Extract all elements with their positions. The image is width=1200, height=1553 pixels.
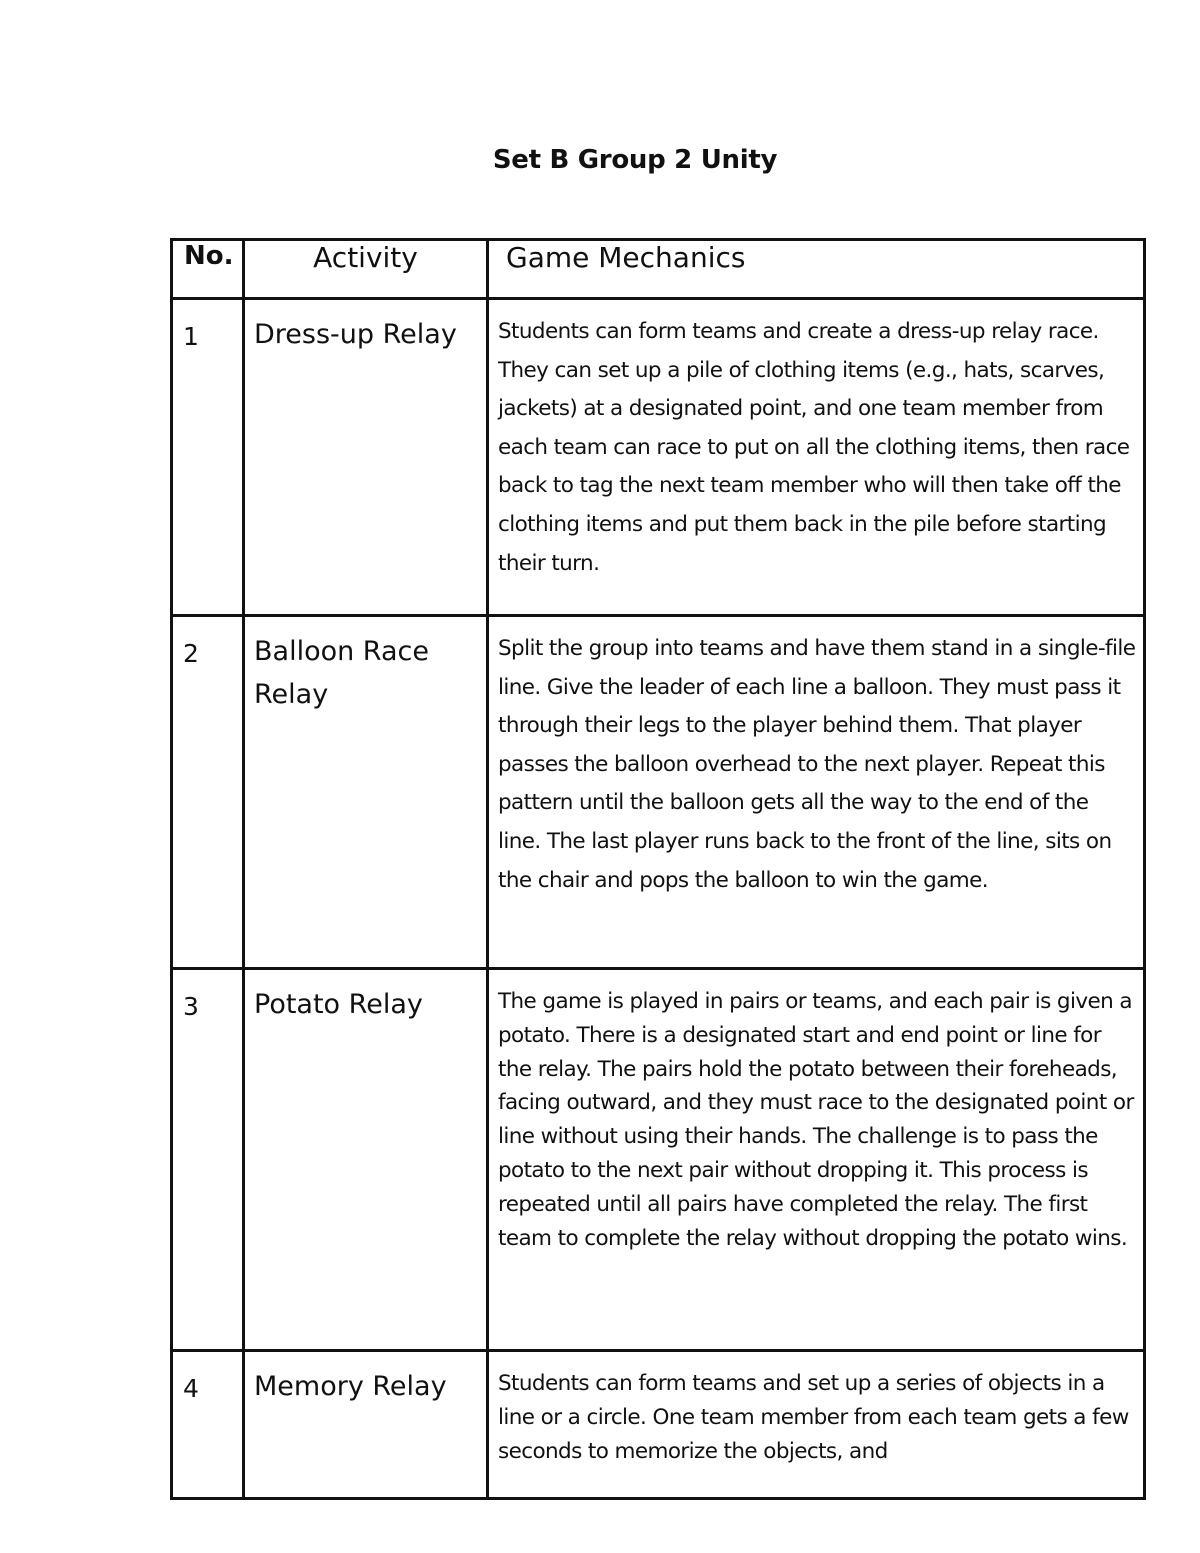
page-title: Set B Group 2 Unity [492, 145, 778, 175]
row-number: 1 [172, 299, 244, 616]
column-header-game-mechanics: Game Mechanics [488, 240, 1145, 299]
activity-name: Dress-up Relay [244, 299, 488, 616]
activity-name: Balloon Race Relay [244, 616, 488, 969]
game-mechanics-text: Students can form teams and create a dress-up relay race. They can set up a pile of clothing items (e.g., hats, scarves, jackets) at a designated point, and one team member from each team can race to put on all the clothing items, then race back to tag the next team member who will then take off the clothing items and put them back in the pile before starting their turn. [488, 299, 1145, 616]
activity-name: Memory Relay [244, 1351, 488, 1499]
row-number: 4 [172, 1351, 244, 1499]
activity-name: Potato Relay [244, 969, 488, 1351]
table-row [172, 616, 1145, 969]
activity-table [170, 238, 1146, 1500]
game-mechanics-text: The game is played in pairs or teams, and each pair is given a potato. There is a designated start and end point or line for the relay. The pairs hold the potato between their foreheads, facing outward, and they must race to the designated point or line without using their hands. The challenge is to pass the potato to the next pair without dropping it. This process is repeated until all pairs have completed the relay. The first team to complete the relay without dropping the potato wins. [488, 969, 1145, 1351]
game-mechanics-text: Split the group into teams and have them stand in a single-file line. Give the leader of each line a balloon. They must pass it through their legs to the player behind them. That player passes the balloon overhead to the next player. Repeat this pattern until the balloon gets all the way to the end of the line. The last player runs back to the front of the line, sits on the chair and pops the balloon to win the game. [488, 616, 1145, 969]
column-header-no: No. [172, 240, 244, 299]
column-header-activity: Activity [244, 240, 488, 299]
table-header-row [172, 240, 1145, 299]
row-number: 2 [172, 616, 244, 969]
row-number: 3 [172, 969, 244, 1351]
table-row [172, 1351, 1145, 1499]
table-row [172, 969, 1145, 1351]
table-row [172, 299, 1145, 616]
game-mechanics-text: Students can form teams and set up a series of objects in a line or a circle. One team member from each team gets a few seconds to memorize the objects, and [488, 1351, 1145, 1499]
